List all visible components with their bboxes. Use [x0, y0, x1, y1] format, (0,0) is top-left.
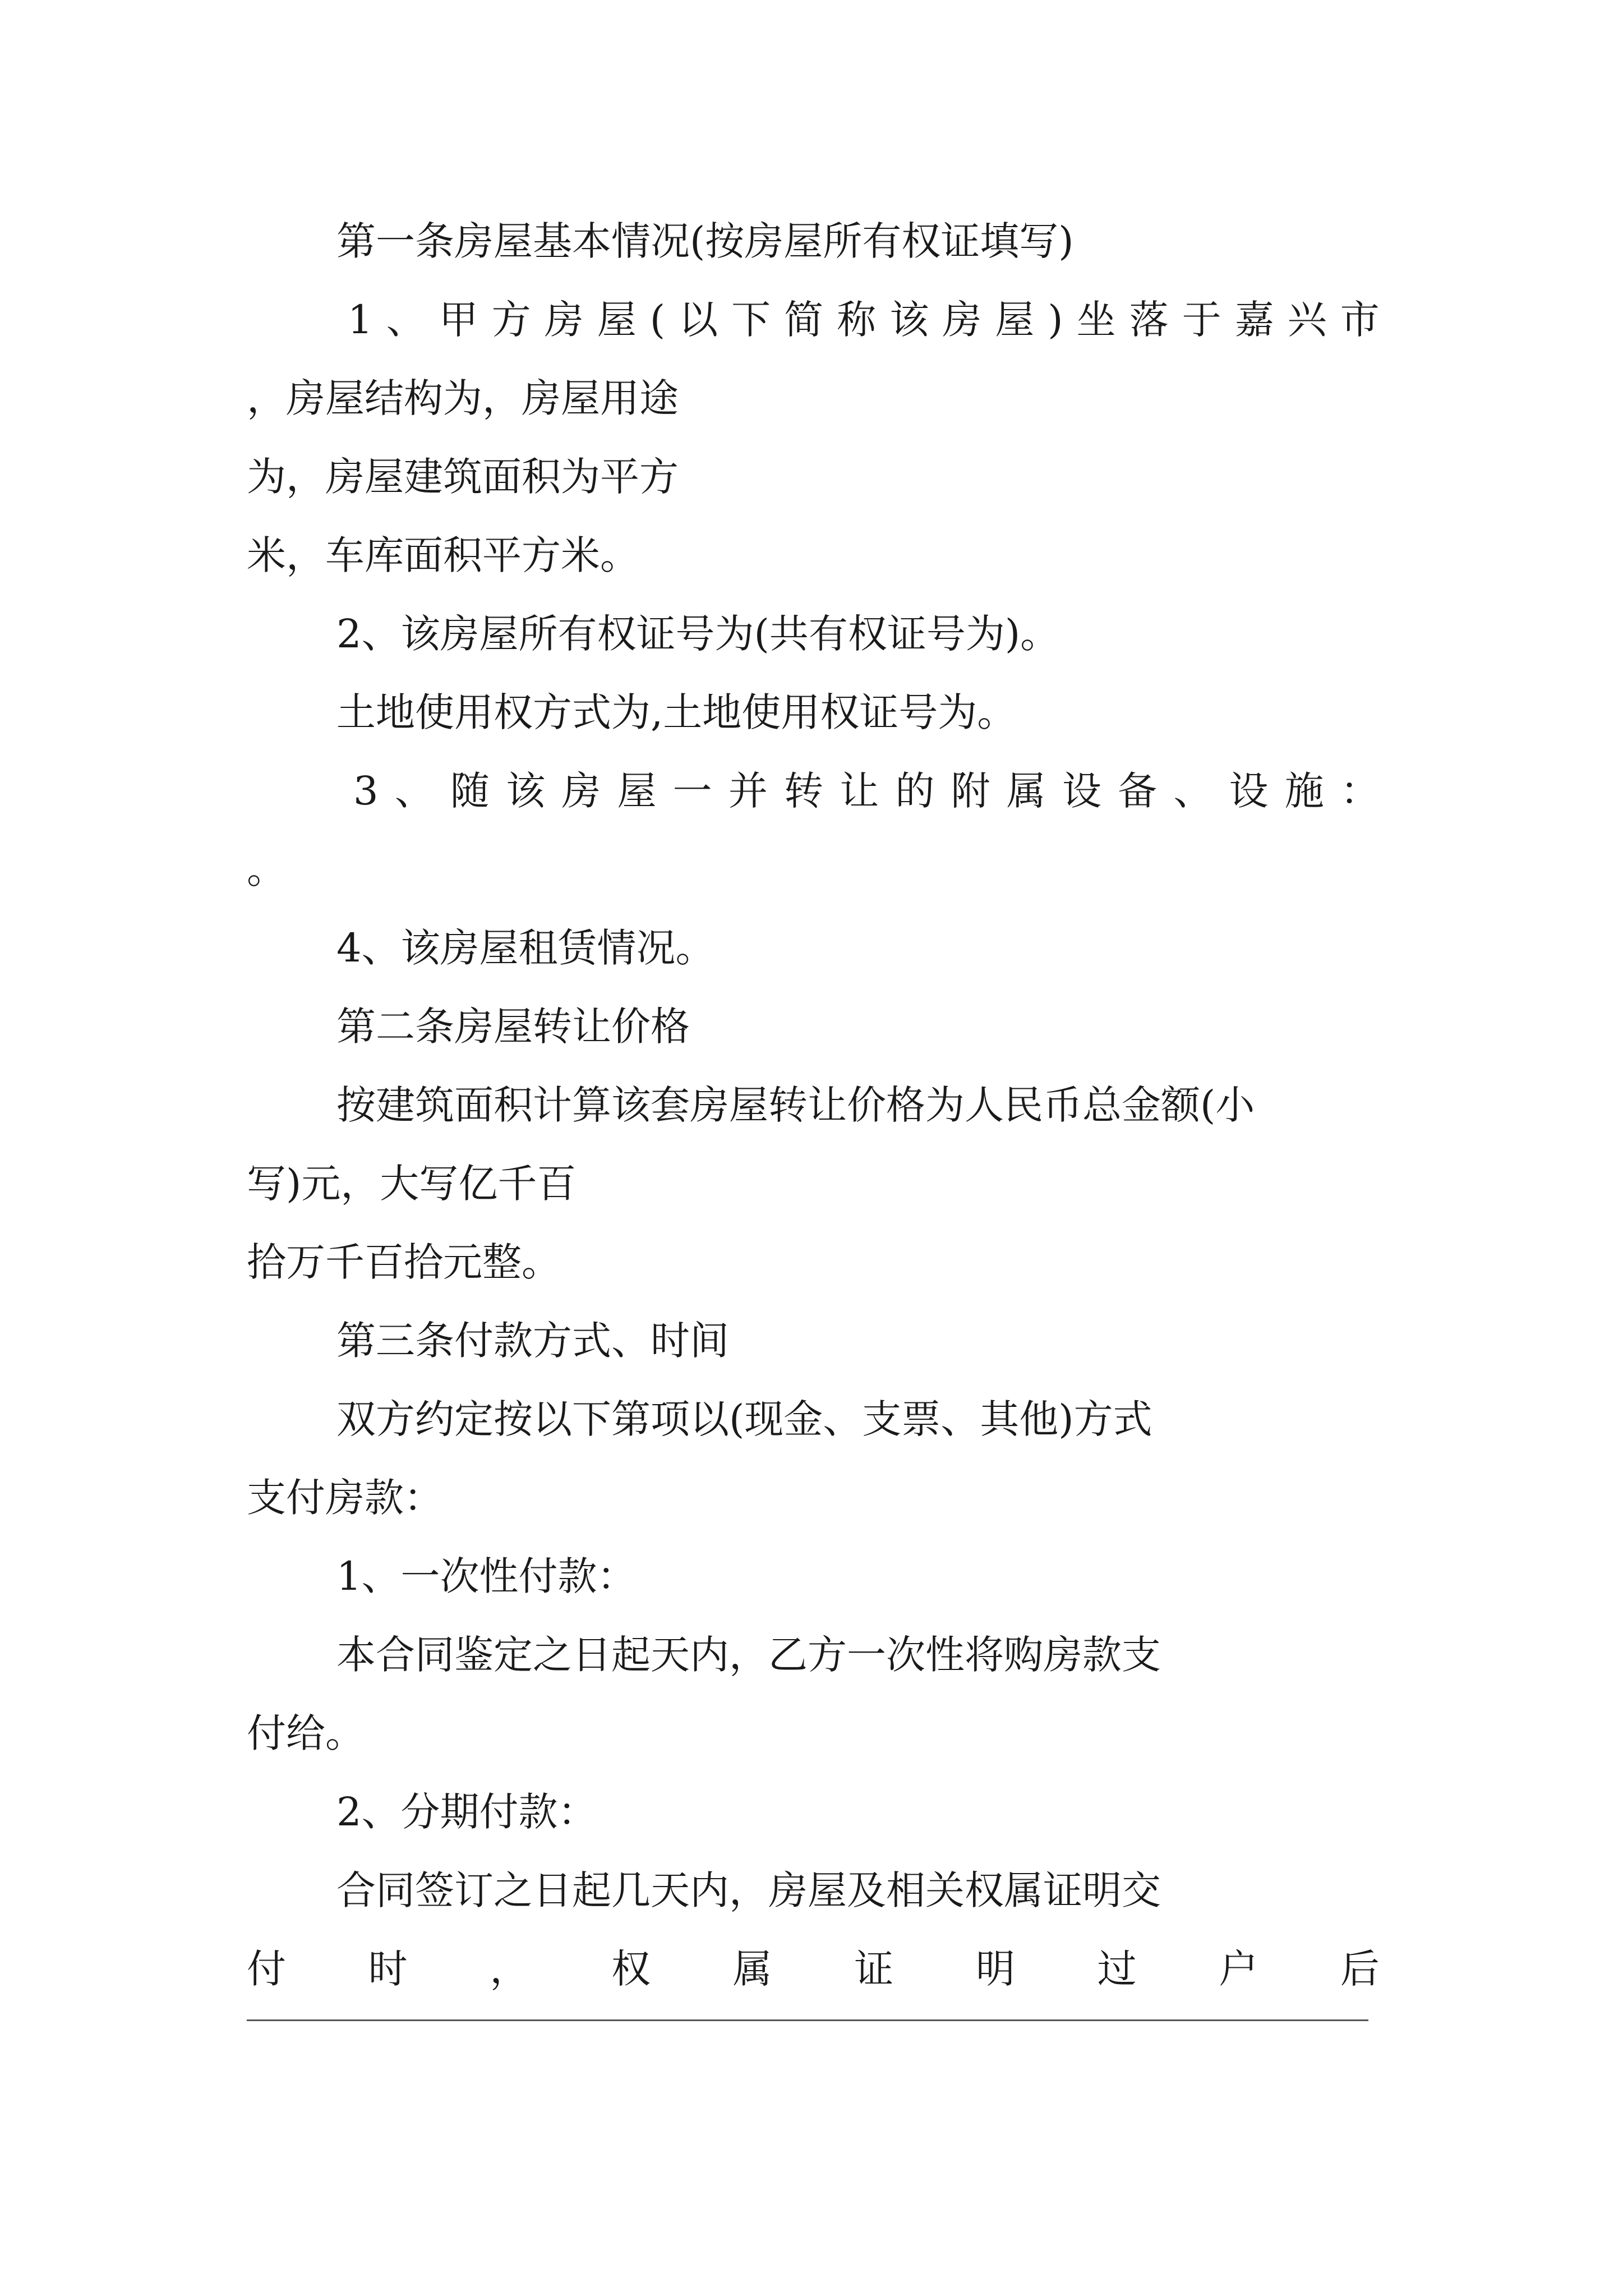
text-run: 千	[325, 1239, 365, 1285]
text-run: 百	[537, 1161, 577, 1207]
clause-1-3-line	[353, 763, 1380, 819]
glyph: 房	[942, 297, 982, 343]
text-run: ，房屋结构为	[247, 375, 482, 421]
glyph: 设	[1062, 768, 1101, 814]
text-run: 亿	[458, 1161, 498, 1207]
glyph: 兴	[1287, 297, 1327, 343]
glyph: 属	[732, 1946, 772, 1992]
trailing-fill-blank[interactable]	[247, 2019, 1368, 2021]
lump-sum-line-2	[247, 1705, 365, 1761]
glyph: 方	[491, 297, 531, 343]
glyph: 、	[1173, 768, 1213, 814]
text-run: 按建筑面积计算该套房屋转让价格为人民币总金额(小	[336, 1082, 1255, 1128]
text-run: 双方约定按以下第	[336, 1396, 651, 1442]
payment-method-line	[336, 1391, 1152, 1447]
text-run: ，房屋用途	[482, 375, 679, 421]
clause-1-1-line-2	[247, 370, 679, 426]
text-run: ，房屋建筑面积为	[286, 454, 600, 500]
text-run: 合同签订之日起	[336, 1867, 611, 1913]
article-3-heading	[336, 1313, 729, 1369]
land-use-line	[336, 684, 1016, 740]
text-run: 拾	[247, 1239, 286, 1285]
clause-1-1-line	[348, 292, 1380, 348]
text-run: 百	[365, 1239, 404, 1285]
text-run: 天内，乙方一次性将购房款支	[651, 1632, 1161, 1678]
glyph: 、	[394, 768, 434, 814]
installment-line-2	[247, 1941, 1380, 1997]
text-run: 支付房款：	[247, 1475, 443, 1521]
glyph: 屋	[995, 297, 1035, 343]
price-line-2	[247, 1156, 576, 1212]
clause-1-4-line	[336, 920, 715, 976]
glyph: 、	[386, 297, 426, 343]
clause-1-2-line	[336, 606, 1059, 662]
glyph: 屋	[597, 297, 637, 343]
article-2-heading-text: 第二条房屋转让价格	[336, 1004, 690, 1050]
glyph: ：	[1340, 768, 1380, 814]
clause-1-1-line-4	[247, 527, 639, 583]
glyph: 房	[544, 297, 584, 343]
glyph: 户	[1219, 1946, 1258, 1992]
text-run: ,土地使用权证号为	[651, 689, 978, 735]
text-run: 千	[497, 1161, 537, 1207]
price-line-3	[247, 1234, 561, 1290]
text-run: 。	[325, 1710, 365, 1756]
glyph: 简	[784, 297, 824, 343]
text-run: 几天内，房屋及相关权属证明交	[611, 1867, 1161, 1913]
glyph: ，	[490, 1946, 529, 1992]
glyph: 过	[1097, 1946, 1137, 1992]
text-run: 元整。	[443, 1239, 561, 1285]
glyph: 以	[679, 297, 718, 343]
text-run: 元，大写	[301, 1161, 459, 1207]
glyph: 嘉	[1234, 297, 1274, 343]
glyph: (	[649, 297, 666, 343]
glyph: 让	[840, 768, 879, 814]
text-run: 平方米。	[482, 532, 639, 578]
text-run: 为	[247, 454, 286, 500]
glyph: 市	[1340, 297, 1380, 343]
glyph: 屋	[617, 768, 657, 814]
text-run: 拾	[404, 1239, 443, 1285]
glyph: 于	[1182, 297, 1221, 343]
glyph: 1	[348, 297, 373, 343]
text-run: 。	[247, 846, 286, 892]
article-1-heading-text: 第一条房屋基本情况(按房屋所有权证填写)	[336, 218, 1074, 264]
facilities-line	[247, 841, 286, 898]
text-run: (共有权证号为	[754, 611, 1005, 657]
text-run: 1、一次性付款：	[336, 1553, 637, 1599]
text-run: 万	[286, 1239, 325, 1285]
glyph: )	[1048, 297, 1063, 343]
installment-line-1	[336, 1862, 1161, 1918]
text-run: 4、该房屋租赁情况	[336, 925, 676, 971]
glyph: 坐	[1076, 297, 1116, 343]
payment-method-line-2	[247, 1470, 443, 1526]
text-run: 。	[977, 689, 1017, 735]
glyph: 设	[1229, 768, 1269, 814]
clause-1-1-line-3	[247, 449, 679, 505]
glyph: 证	[854, 1946, 894, 1992]
text-run: 。	[675, 925, 715, 971]
glyph: 并	[728, 768, 768, 814]
text-run: 2、分期付款：	[336, 1789, 597, 1835]
lump-sum-heading	[336, 1548, 637, 1604]
text-run: 土地使用权方式为	[336, 689, 651, 735]
article-1-heading	[336, 213, 1074, 269]
text-run: 写)	[247, 1161, 302, 1207]
text-run: 本合同鉴定之日起	[336, 1632, 651, 1678]
glyph: 后	[1340, 1946, 1380, 1992]
glyph: 附	[951, 768, 990, 814]
glyph: 属	[1006, 768, 1046, 814]
installment-heading	[336, 1784, 597, 1840]
glyph: 的	[895, 768, 935, 814]
glyph: 下	[731, 297, 771, 343]
glyph: 该	[506, 768, 546, 814]
glyph: 3	[353, 768, 379, 814]
glyph: 落	[1129, 297, 1169, 343]
article-3-heading-text: 第三条付款方式、时间	[336, 1318, 729, 1364]
glyph: 甲	[439, 297, 478, 343]
text-run: )。	[1004, 611, 1060, 657]
glyph: 一	[672, 768, 712, 814]
text-run: 米，车库面积	[247, 532, 482, 578]
glyph: 权	[611, 1946, 651, 1992]
article-2-heading	[336, 999, 690, 1055]
lump-sum-line-1	[336, 1627, 1161, 1683]
glyph: 付	[247, 1946, 286, 1992]
glyph: 该	[889, 297, 929, 343]
glyph: 房	[561, 768, 601, 814]
text-run: 2、该房屋所有权证号为	[336, 611, 754, 657]
text-run: 项以(现金、支票、其他)方式	[651, 1396, 1152, 1442]
glyph: 备	[1118, 768, 1158, 814]
glyph: 明	[975, 1946, 1015, 1992]
glyph: 施	[1284, 768, 1324, 814]
glyph: 称	[837, 297, 877, 343]
glyph: 转	[784, 768, 824, 814]
glyph: 时	[368, 1946, 408, 1992]
text-run: 付给	[247, 1710, 325, 1756]
glyph: 随	[450, 768, 490, 814]
text-run: 平方	[600, 454, 679, 500]
price-line-1	[336, 1077, 1255, 1133]
